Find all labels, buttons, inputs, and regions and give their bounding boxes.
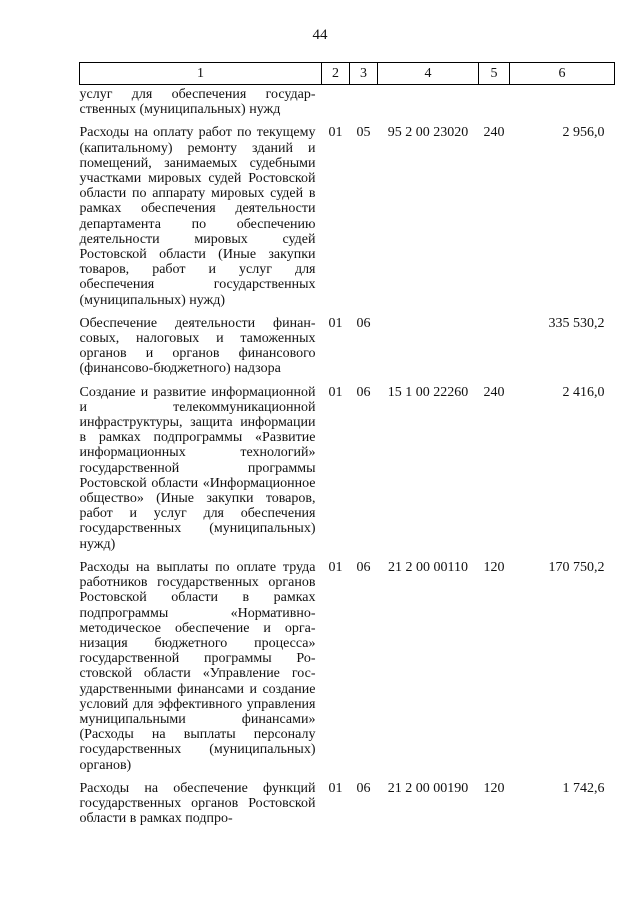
- table-row: [80, 316, 615, 385]
- row-amount: 335 530,2: [548, 315, 605, 331]
- header-col-4: 4: [378, 63, 479, 85]
- row-subsection-code: 06: [356, 384, 371, 400]
- row-section-code: [322, 85, 350, 126]
- row-amount: 2 956,0: [562, 125, 605, 141]
- row-target-article-code: 95 2 00 23020: [387, 125, 469, 141]
- row-subsection-code: 06: [356, 559, 371, 575]
- row-target-article-code: 21 2 00 00190: [387, 780, 469, 796]
- row-expense-type-code: [479, 85, 510, 126]
- row-section-code: 01: [328, 315, 343, 331]
- row-section-code: 01: [328, 780, 343, 796]
- header-col-2: 2: [322, 63, 350, 85]
- row-expense-type-code: 240: [483, 384, 505, 400]
- row-amount: 2 416,0: [562, 384, 605, 400]
- row-subsection-code: 05: [356, 125, 371, 141]
- row-amount: 170 750,2: [548, 559, 605, 575]
- header-col-6: 6: [510, 63, 615, 85]
- row-expense-type-code: 120: [483, 780, 505, 796]
- table-row: [80, 560, 615, 781]
- row-expense-type-code: 240: [483, 125, 505, 141]
- row-target-article-code: 21 2 00 00110: [388, 559, 468, 575]
- header-col-3: 3: [350, 63, 378, 85]
- table-row: [80, 125, 615, 315]
- table-row: [80, 385, 615, 560]
- row-description: Обеспечение деятельности финансовых, налоговых и таможенных органов и органов финансового (финансово-бюджетного) надзора: [79, 315, 316, 377]
- row-target-article-code: 15 1 00 22260: [387, 384, 469, 400]
- row-target-article-code: [378, 316, 479, 385]
- row-expense-type-code: [479, 316, 510, 385]
- row-description: Расходы на выплаты по оплате труда работников государственных органов Ростовской области в рамках подпрограммы «Нормативно-методическое обеспечение и организация бюджетного процесса» государственной программы Ростовской области «Управление государственными финансами и создание условий для эффективного управления муниципальными финансами» (Расходы на выплаты персоналу государственных (муниципальных) органов): [79, 559, 316, 773]
- row-amount: 1 742,6: [562, 780, 605, 796]
- row-expense-type-code: 120: [483, 559, 505, 575]
- row-section-code: 01: [328, 384, 343, 400]
- header-col-5: 5: [479, 63, 510, 85]
- row-description: Создание и развитие информационной и телекоммуникационной инфраструктуры, защита информации в рамках подпрограммы «Развитие информационных технологий» государственной программы Ростовской области «Информационное общество» (Иные закупки товаров, работ и услуг для обеспечения государственных (муниципальных) нужд): [79, 384, 316, 552]
- table-header-row: [80, 63, 615, 85]
- page-number: 44: [312, 27, 328, 43]
- row-description: услуг для обеспечения государственных (муниципальных) нужд: [79, 87, 316, 118]
- row-subsection-code: 06: [356, 780, 371, 796]
- table-row: [80, 781, 615, 827]
- row-section-code: 01: [328, 559, 343, 575]
- row-section-code: 01: [328, 125, 343, 141]
- row-amount: [510, 85, 615, 126]
- row-target-article-code: [378, 85, 479, 126]
- budget-table: [79, 62, 615, 826]
- table-row: [80, 85, 615, 126]
- row-subsection-code: 06: [356, 315, 371, 331]
- header-col-1: 1: [80, 63, 322, 85]
- row-subsection-code: [350, 85, 378, 126]
- row-description: Расходы на обеспечение функций государственных органов Ростовской области в рамках подпро-: [79, 780, 316, 827]
- row-description: Расходы на оплату работ по текущему (капитальному) ремонту зданий и помещений, занимаемых судебными участками мировых судей Ростовской области по аппарату мировых судей в рамках обеспечения деятельности департамента по обеспечению деятельности мировых судей Ростовской области (Иные закупки товаров, работ и услуг для обеспечения государственных (муниципальных) нужд): [79, 125, 316, 308]
